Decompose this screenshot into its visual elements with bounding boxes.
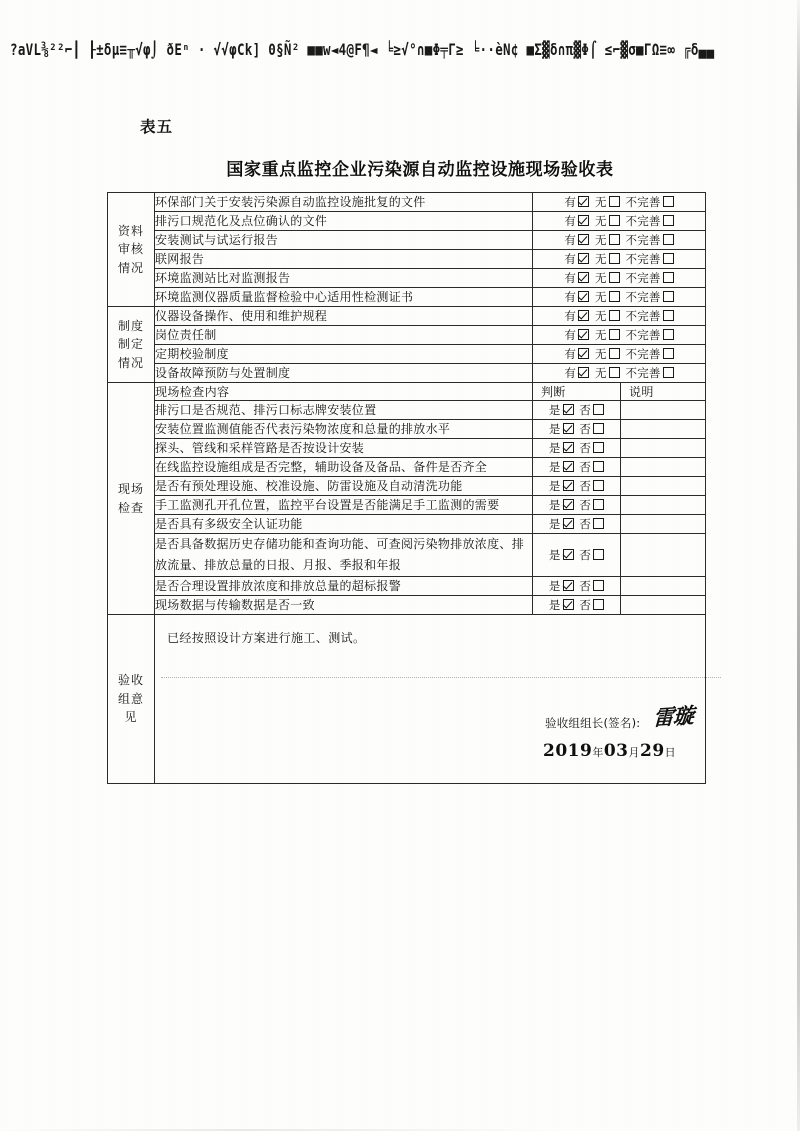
option-none[interactable]: 无 bbox=[595, 213, 620, 229]
choice-group-yesno bbox=[533, 477, 621, 496]
option-none[interactable]: 无 bbox=[595, 346, 620, 362]
option-no[interactable]: 否 bbox=[579, 597, 604, 613]
table-row bbox=[108, 231, 706, 250]
checklist-item-label: 定期校验制度 bbox=[155, 345, 533, 364]
checklist-item-label: 安装测试与试运行报告 bbox=[155, 231, 533, 250]
checkbox-empty-icon[interactable] bbox=[609, 329, 620, 340]
option-none[interactable]: 无 bbox=[595, 194, 620, 210]
checkbox-checked-icon[interactable] bbox=[563, 480, 574, 491]
checkbox-checked-icon[interactable] bbox=[578, 348, 589, 359]
table-row-conclusion bbox=[108, 615, 706, 784]
table-row bbox=[108, 269, 706, 288]
checklist-item-label: 联网报告 bbox=[155, 250, 533, 269]
table-row bbox=[108, 193, 706, 212]
checkbox-checked-icon[interactable] bbox=[578, 329, 589, 340]
date-month: 03 bbox=[603, 741, 629, 761]
choice-group-have bbox=[533, 307, 706, 326]
checklist-item-label: 环境监测仪器质量监督检验中心适用性检测证书 bbox=[155, 288, 533, 307]
section-label-systems: 制度 制定 情况 bbox=[108, 307, 155, 383]
option-yes[interactable]: 是 bbox=[549, 421, 574, 437]
acceptance-opinion-text: 已经按照设计方案进行施工、测试。 bbox=[167, 631, 366, 645]
table-row bbox=[108, 515, 706, 534]
remark-cell[interactable] bbox=[621, 496, 706, 515]
choice-group-yesno bbox=[533, 439, 621, 458]
checkbox-checked-icon[interactable] bbox=[563, 461, 574, 472]
choice-group-have bbox=[533, 193, 706, 212]
table-row bbox=[108, 596, 706, 615]
option-none[interactable]: 无 bbox=[595, 270, 620, 286]
checkbox-checked-icon[interactable] bbox=[578, 291, 589, 302]
table-row bbox=[108, 534, 706, 577]
option-no[interactable]: 否 bbox=[579, 547, 604, 563]
checkbox-empty-icon[interactable] bbox=[593, 518, 604, 529]
column-header-judgement: 判断 bbox=[533, 383, 621, 401]
checkbox-checked-icon[interactable] bbox=[563, 499, 574, 510]
option-yes[interactable]: 是 bbox=[549, 516, 574, 532]
remark-cell[interactable] bbox=[621, 439, 706, 458]
option-have[interactable]: 有 bbox=[564, 270, 589, 286]
section-label-site-inspection: 现场 检查 bbox=[108, 383, 155, 615]
option-incomplete[interactable]: 不完善 bbox=[626, 327, 674, 343]
checkbox-empty-icon[interactable] bbox=[663, 329, 674, 340]
option-yes[interactable]: 是 bbox=[549, 402, 574, 418]
remark-cell[interactable] bbox=[621, 534, 706, 577]
table-row bbox=[108, 477, 706, 496]
checkbox-empty-icon[interactable] bbox=[609, 291, 620, 302]
table-row bbox=[108, 496, 706, 515]
remark-cell[interactable] bbox=[621, 596, 706, 615]
option-have[interactable]: 有 bbox=[564, 289, 589, 305]
choice-group-yesno bbox=[533, 458, 621, 477]
option-incomplete[interactable]: 不完善 bbox=[626, 270, 674, 286]
date-year-unit: 年 bbox=[592, 746, 604, 759]
checkbox-checked-icon[interactable] bbox=[563, 549, 574, 560]
option-incomplete[interactable]: 不完善 bbox=[626, 289, 674, 305]
date-day: 29 bbox=[640, 741, 665, 761]
checkbox-checked-icon[interactable] bbox=[578, 234, 589, 245]
checkbox-empty-icon[interactable] bbox=[609, 253, 620, 264]
date-month-unit: 月 bbox=[628, 746, 640, 759]
table-row bbox=[108, 250, 706, 269]
checkbox-empty-icon[interactable] bbox=[663, 253, 674, 264]
option-none[interactable]: 无 bbox=[595, 365, 620, 381]
option-no[interactable]: 否 bbox=[579, 497, 604, 513]
option-yes[interactable]: 是 bbox=[549, 597, 574, 613]
table-row bbox=[108, 307, 706, 326]
checkbox-empty-icon[interactable] bbox=[609, 310, 620, 321]
checkbox-empty-icon[interactable] bbox=[663, 234, 674, 245]
checkbox-checked-icon[interactable] bbox=[578, 215, 589, 226]
checkbox-checked-icon[interactable] bbox=[563, 518, 574, 529]
checklist-item-label: 现场数据与传输数据是否一致 bbox=[155, 596, 533, 615]
option-no[interactable]: 否 bbox=[579, 421, 604, 437]
option-yes[interactable]: 是 bbox=[549, 578, 574, 594]
option-yes[interactable]: 是 bbox=[549, 497, 574, 513]
option-have[interactable]: 有 bbox=[564, 365, 589, 381]
checkbox-checked-icon[interactable] bbox=[563, 404, 574, 415]
checkbox-checked-icon[interactable] bbox=[563, 423, 574, 434]
table-row bbox=[108, 326, 706, 345]
option-yes[interactable]: 是 bbox=[549, 459, 574, 475]
option-have[interactable]: 有 bbox=[564, 346, 589, 362]
choice-group-yesno bbox=[533, 401, 621, 420]
checklist-item-label: 是否合理设置排放浓度和排放总量的超标报警 bbox=[155, 577, 533, 596]
column-header-inspection-content: 现场检查内容 bbox=[155, 383, 533, 401]
checkbox-checked-icon[interactable] bbox=[578, 272, 589, 283]
table-body bbox=[108, 193, 706, 784]
choice-group-have bbox=[533, 231, 706, 250]
form-number: 表五 bbox=[140, 118, 174, 136]
remark-cell[interactable] bbox=[621, 420, 706, 439]
remark-cell[interactable] bbox=[621, 458, 706, 477]
option-no[interactable]: 否 bbox=[579, 516, 604, 532]
table-row bbox=[108, 577, 706, 596]
acceptance-opinion-cell bbox=[155, 615, 706, 784]
table-row bbox=[108, 364, 706, 383]
choice-group-have bbox=[533, 364, 706, 383]
option-incomplete[interactable]: 不完善 bbox=[626, 308, 674, 324]
handwritten-signature: 雷璇 bbox=[652, 702, 694, 731]
garbled-header-text: ?aVL⅜²²⌐┃ ┠±δµ≡╥√φ⌡ ðEⁿ · √√φCk] 0§Ñ² ■■w◄4@F¶◄ ╘≥√°∩■Φ╤Γ≥ ╘··èN¢ ■Σ▓δ∩π▓Φ⌠ ≤⌐▓σ■ΓΩ≡∞ ╔δ▄▄ bbox=[10, 40, 715, 59]
checkbox-checked-icon[interactable] bbox=[563, 599, 574, 610]
choice-group-yesno bbox=[533, 577, 621, 596]
checkbox-checked-icon[interactable] bbox=[563, 442, 574, 453]
checkbox-empty-icon[interactable] bbox=[593, 423, 604, 434]
divider bbox=[161, 677, 721, 678]
checkbox-checked-icon[interactable] bbox=[578, 310, 589, 321]
checkbox-empty-icon[interactable] bbox=[663, 367, 674, 378]
choice-group-have bbox=[533, 212, 706, 231]
checkbox-empty-icon[interactable] bbox=[593, 461, 604, 472]
column-header-remark: 说明 bbox=[621, 383, 706, 401]
checkbox-empty-icon[interactable] bbox=[663, 272, 674, 283]
checkbox-empty-icon[interactable] bbox=[593, 499, 604, 510]
checklist-item-label: 是否具有多级安全认证功能 bbox=[155, 515, 533, 534]
signature-label: 验收组组长(签名): bbox=[545, 716, 641, 730]
checkbox-empty-icon[interactable] bbox=[609, 367, 620, 378]
checkbox-empty-icon[interactable] bbox=[593, 549, 604, 560]
option-none[interactable]: 无 bbox=[595, 289, 620, 305]
option-have[interactable]: 有 bbox=[564, 251, 589, 267]
table-row bbox=[108, 345, 706, 364]
choice-group-have bbox=[533, 345, 706, 364]
choice-group-yesno bbox=[533, 596, 621, 615]
table-row-header bbox=[108, 383, 706, 401]
checklist-item-label: 排污口规范化及点位确认的文件 bbox=[155, 212, 533, 231]
option-have[interactable]: 有 bbox=[564, 327, 589, 343]
choice-group-yesno bbox=[533, 515, 621, 534]
choice-group-have bbox=[533, 250, 706, 269]
checkbox-empty-icon[interactable] bbox=[663, 196, 674, 207]
remark-cell[interactable] bbox=[621, 515, 706, 534]
checkbox-empty-icon[interactable] bbox=[593, 580, 604, 591]
option-no[interactable]: 否 bbox=[579, 478, 604, 494]
option-have[interactable]: 有 bbox=[564, 308, 589, 324]
page-title: 国家重点监控企业污染源自动监控设施现场验收表 bbox=[226, 160, 614, 180]
checkbox-empty-icon[interactable] bbox=[609, 215, 620, 226]
choice-group-yesno bbox=[533, 534, 621, 577]
choice-group-have bbox=[533, 288, 706, 307]
checklist-item-label: 是否有预处理设施、校准设施、防雷设施及自动清洗功能 bbox=[155, 477, 533, 496]
checklist-item-label: 手工监测孔开孔位置，监控平台设置是否能满足手工监测的需要 bbox=[155, 496, 533, 515]
option-no[interactable]: 否 bbox=[579, 578, 604, 594]
option-yes[interactable]: 是 bbox=[549, 440, 574, 456]
checkbox-empty-icon[interactable] bbox=[663, 291, 674, 302]
checklist-item-label: 探头、管线和采样管路是否按设计安装 bbox=[155, 439, 533, 458]
option-incomplete[interactable]: 不完善 bbox=[626, 365, 674, 381]
option-have[interactable]: 有 bbox=[564, 194, 589, 210]
checkbox-empty-icon[interactable] bbox=[593, 480, 604, 491]
option-incomplete[interactable]: 不完善 bbox=[626, 251, 674, 267]
checkbox-checked-icon[interactable] bbox=[578, 253, 589, 264]
checkbox-checked-icon[interactable] bbox=[578, 367, 589, 378]
checklist-item-label: 岗位责任制 bbox=[155, 326, 533, 345]
remark-cell[interactable] bbox=[621, 477, 706, 496]
option-none[interactable]: 无 bbox=[595, 251, 620, 267]
checkbox-empty-icon[interactable] bbox=[593, 442, 604, 453]
checkbox-empty-icon[interactable] bbox=[609, 196, 620, 207]
remark-cell[interactable] bbox=[621, 577, 706, 596]
acceptance-form-table bbox=[107, 192, 706, 784]
choice-group-yesno bbox=[533, 496, 621, 515]
option-no[interactable]: 否 bbox=[579, 440, 604, 456]
checkbox-empty-icon[interactable] bbox=[663, 215, 674, 226]
option-incomplete[interactable]: 不完善 bbox=[626, 194, 674, 210]
handwritten-date bbox=[543, 741, 676, 761]
table-row bbox=[108, 420, 706, 439]
choice-group-yesno bbox=[533, 420, 621, 439]
table-row bbox=[108, 401, 706, 420]
checkbox-empty-icon[interactable] bbox=[663, 348, 674, 359]
checkbox-empty-icon[interactable] bbox=[593, 599, 604, 610]
checkbox-checked-icon[interactable] bbox=[563, 580, 574, 591]
checklist-item-label: 在线监控设施组成是否完整，辅助设备及备品、备件是否齐全 bbox=[155, 458, 533, 477]
option-incomplete[interactable]: 不完善 bbox=[626, 213, 674, 229]
remark-cell[interactable] bbox=[621, 401, 706, 420]
checklist-item-label: 设备故障预防与处置制度 bbox=[155, 364, 533, 383]
checklist-item-label: 安装位置监测值能否代表污染物浓度和总量的排放水平 bbox=[155, 420, 533, 439]
checklist-item-label: 环境监测站比对监测报告 bbox=[155, 269, 533, 288]
checkbox-checked-icon[interactable] bbox=[578, 196, 589, 207]
table-row bbox=[108, 458, 706, 477]
option-no[interactable]: 否 bbox=[579, 459, 604, 475]
option-no[interactable]: 否 bbox=[579, 402, 604, 418]
option-incomplete[interactable]: 不完善 bbox=[626, 232, 674, 248]
option-yes[interactable]: 是 bbox=[549, 547, 574, 563]
option-have[interactable]: 有 bbox=[564, 232, 589, 248]
date-year: 2019 bbox=[543, 741, 593, 761]
table-row bbox=[108, 288, 706, 307]
option-incomplete[interactable]: 不完善 bbox=[626, 346, 674, 362]
checklist-item-label: 环保部门关于安装污染源自动监控设施批复的文件 bbox=[155, 193, 533, 212]
checkbox-empty-icon[interactable] bbox=[609, 348, 620, 359]
section-label-materials: 资料 审核 情况 bbox=[108, 193, 155, 307]
option-have[interactable]: 有 bbox=[564, 213, 589, 229]
choice-group-have bbox=[533, 269, 706, 288]
checklist-item-label: 仪器设备操作、使用和维护规程 bbox=[155, 307, 533, 326]
table-row bbox=[108, 212, 706, 231]
option-none[interactable]: 无 bbox=[595, 327, 620, 343]
option-yes[interactable]: 是 bbox=[549, 478, 574, 494]
checkbox-empty-icon[interactable] bbox=[663, 310, 674, 321]
checklist-item-label: 是否具备数据历史存储功能和查询功能、可查阅污染物排放浓度、排放流量、排放总量的日报、月报、季报和年报 bbox=[155, 534, 533, 577]
checklist-item-label: 排污口是否规范、排污口标志牌安装位置 bbox=[155, 401, 533, 420]
date-day-unit: 日 bbox=[664, 746, 677, 759]
checkbox-empty-icon[interactable] bbox=[609, 234, 620, 245]
checkbox-empty-icon[interactable] bbox=[593, 404, 604, 415]
choice-group-have bbox=[533, 326, 706, 345]
section-label-acceptance-opinion: 验收 组意 见 bbox=[108, 615, 155, 784]
table-row bbox=[108, 439, 706, 458]
checkbox-empty-icon[interactable] bbox=[609, 272, 620, 283]
option-none[interactable]: 无 bbox=[595, 308, 620, 324]
option-none[interactable]: 无 bbox=[595, 232, 620, 248]
